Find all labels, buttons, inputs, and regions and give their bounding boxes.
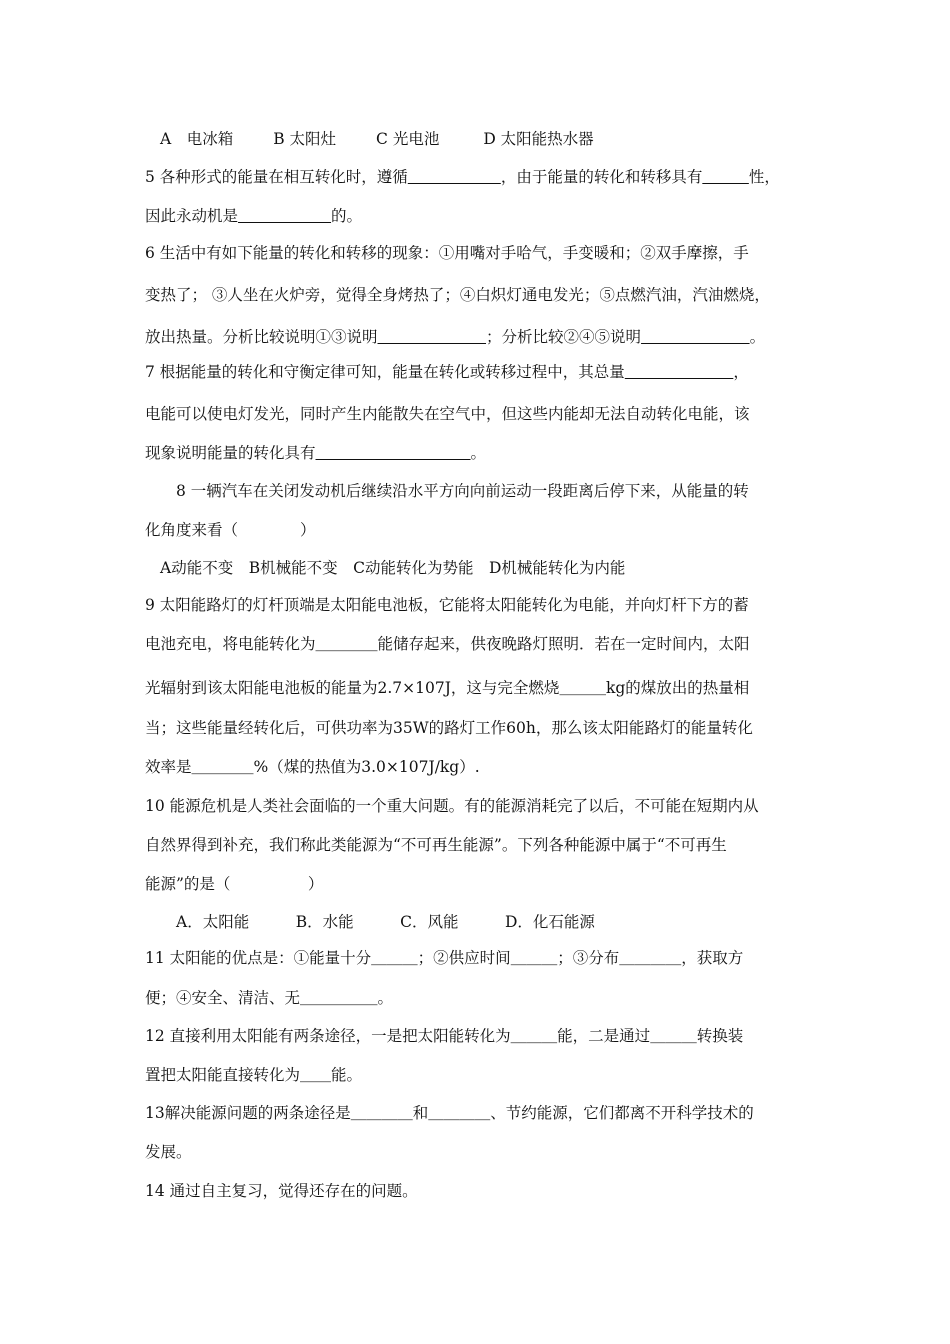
q7-text: 7 根据能量的转化和守衡定律可知，能量在转化或转移过程中，其总量 xyxy=(145,363,625,381)
q6-line-2: 变热了； ③人坐在火炉旁，觉得全身烤热了；④白炽灯通电发光；⑤点燃汽油，汽油燃烧， xyxy=(145,286,770,304)
q7-blank-1[interactable] xyxy=(625,363,734,381)
q5-text: 因此永动机是 xyxy=(145,207,239,225)
q6-line-3 xyxy=(145,325,765,347)
q7-text: 。 xyxy=(470,444,487,462)
q8-line-2: 化角度来看（ ） xyxy=(145,521,316,539)
q4-option-b: B 太阳灶 xyxy=(273,130,337,148)
q6-line-1: 6 生活中有如下能量的转化和转移的现象：①用嘴对手哈气，手变暖和；②双手摩擦，手 xyxy=(145,244,749,262)
q5-blank-2[interactable] xyxy=(702,168,749,186)
q11-blank-3[interactable]: ＿＿＿＿ xyxy=(619,949,682,967)
q12-line-2 xyxy=(145,1063,362,1085)
q6-blank-1[interactable] xyxy=(378,328,487,346)
q9-blank-2[interactable]: ＿＿＿ xyxy=(559,679,606,697)
q4-option-c: C 光电池 xyxy=(376,130,440,148)
q11-text: ；②供应时间 xyxy=(417,949,511,967)
q7-line-3 xyxy=(145,441,486,463)
q9-text: 电池充电，将电能转化为 xyxy=(145,635,316,653)
q9-line-1: 9 太阳能路灯的灯杆顶端是太阳能电池板，它能将太阳能转化为电能，并向灯杆下方的蓄 xyxy=(145,596,749,614)
q11-text: ；③分布 xyxy=(557,949,620,967)
q5-blank-1[interactable] xyxy=(408,168,501,186)
q9-text: 效率是 xyxy=(145,758,192,776)
q12-text: 能。 xyxy=(331,1066,363,1084)
q4-options xyxy=(160,127,594,149)
q7-blank-2[interactable] xyxy=(316,444,471,462)
q9-line-5 xyxy=(145,755,480,777)
q13-text: 和 xyxy=(412,1104,429,1122)
q11-text: 便；④安全、清洁、无 xyxy=(145,989,301,1007)
q5-blank-3[interactable] xyxy=(238,207,331,225)
q13-line-1 xyxy=(145,1101,754,1123)
q13-blank-1[interactable]: ＿＿＿＿ xyxy=(350,1104,413,1122)
q12-line-1 xyxy=(145,1024,743,1046)
q12-blank-3[interactable]: ＿＿ xyxy=(300,1066,332,1084)
q9-text: %（煤的热值为3.0×107J/kg）. xyxy=(253,758,480,776)
q6-blank-2[interactable] xyxy=(641,328,750,346)
q13-text: 、节约能源，它们都离不开科学技术的 xyxy=(490,1104,754,1122)
q11-line-2 xyxy=(145,986,393,1008)
q9-blank-3[interactable]: ＿＿＿＿ xyxy=(191,758,254,776)
q6-text: 。 xyxy=(749,328,766,346)
q5-text: 的。 xyxy=(331,207,363,225)
q12-text: 转换装 xyxy=(696,1027,744,1045)
q9-blank-1[interactable]: ＿＿＿＿ xyxy=(315,635,378,653)
q11-text: 。 xyxy=(377,989,394,1007)
q12-blank-1[interactable]: ＿＿＿ xyxy=(510,1027,558,1045)
q4-option-d: D 太阳能热水器 xyxy=(483,130,594,148)
q5-text: ，由于能量的转化和转移具有 xyxy=(500,168,703,186)
q14-line-1: 14 通过自主复习，觉得还存在的问题。 xyxy=(145,1182,418,1200)
q11-blank-2[interactable]: ＿＿＿ xyxy=(510,949,558,967)
q9-text: 光辐射到该太阳能电池板的能量为2.7×107J，这与完全燃烧 xyxy=(145,679,560,697)
q5-text: 5 各种形式的能量在相互转化时，遵循 xyxy=(145,168,408,186)
q7-line-1 xyxy=(145,360,749,382)
q9-line-2 xyxy=(145,632,750,654)
q10-line-1: 10 能源危机是人类社会面临的一个重大问题。有的能源消耗完了以后，不可能在短期内从 xyxy=(145,797,759,815)
q8-options: A动能不变 B机械能不变 C动能转化为势能 D机械能转化为内能 xyxy=(160,559,626,577)
q13-line-2: 发展。 xyxy=(145,1143,192,1161)
q9-line-4: 当；这些能量经转化后，可供功率为35W的路灯工作60h，那么该太阳能路灯的能量转化 xyxy=(145,719,753,737)
q11-blank-1[interactable]: ＿＿＿ xyxy=(371,949,418,967)
q6-text: 放出热量。分析比较说明①③说明 xyxy=(145,328,378,346)
q5-text: 性， xyxy=(748,168,780,186)
q9-text: 能储存起来，供夜晚路灯照明．若在一定时间内，太阳 xyxy=(377,635,750,653)
q5-line-2 xyxy=(145,204,362,226)
q9-text: kg的煤放出的热量相 xyxy=(605,679,750,697)
q12-blank-2[interactable]: ＿＿＿ xyxy=(650,1027,697,1045)
q10-line-3: 能源”的是（ ） xyxy=(145,875,324,893)
q11-text: ，获取方 xyxy=(681,949,744,967)
q13-blank-2[interactable]: ＿＿＿＿ xyxy=(428,1104,491,1122)
q13-text: 13解决能源问题的两条途径是 xyxy=(145,1104,351,1122)
q7-line-2: 电能可以使电灯发光，同时产生内能散失在空气中，但这些内能却无法自动转化电能，该 xyxy=(145,405,750,423)
q7-text: 现象说明能量的转化具有 xyxy=(145,444,316,462)
q5-line-1 xyxy=(145,165,780,187)
q11-line-1 xyxy=(145,946,743,968)
q11-text: 11 太阳能的优点是：①能量十分 xyxy=(145,949,372,967)
q12-text: 12 直接利用太阳能有两条途径，一是把太阳能转化为 xyxy=(145,1027,511,1045)
q7-text: ， xyxy=(733,363,749,381)
q11-blank-4[interactable]: ＿＿＿＿＿ xyxy=(300,989,378,1007)
q8-line-1: 8 一辆汽车在关闭发动机后继续沿水平方向向前运动一段距离后停下来，从能量的转 xyxy=(176,482,749,500)
q10-line-2: 自然界得到补充，我们称此类能源为“不可再生能源”。下列各种能源中属于“不可再生 xyxy=(145,836,727,854)
q10-options: A．太阳能 B．水能 C．风能 D．化石能源 xyxy=(176,913,595,931)
q9-line-3 xyxy=(145,676,749,698)
q6-text: ；分析比较②④⑤说明 xyxy=(486,328,642,346)
q4-option-a: A 电冰箱 xyxy=(160,130,234,148)
q12-text: 置把太阳能直接转化为 xyxy=(145,1066,301,1084)
q12-text: 能，二是通过 xyxy=(557,1027,651,1045)
